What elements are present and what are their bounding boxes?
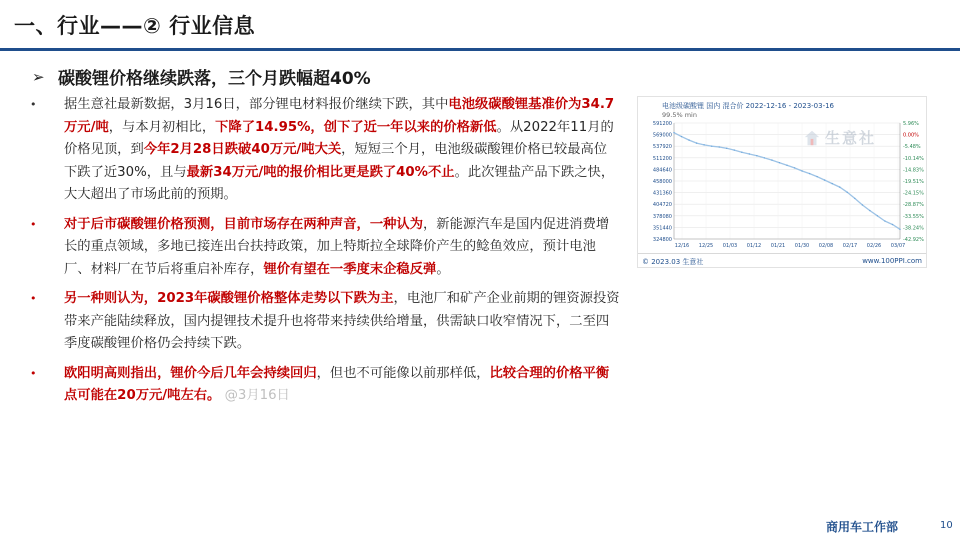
data-point bbox=[741, 152, 742, 153]
data-point bbox=[877, 215, 878, 216]
data-point bbox=[892, 224, 893, 225]
chart-site: www.100PPI.com bbox=[862, 257, 922, 265]
bullet-item bbox=[30, 214, 620, 282]
data-point bbox=[801, 170, 802, 171]
x-tick-label: 01/12 bbox=[746, 243, 762, 249]
highlight-text: 欧阳明高则指出，锂价今后几年会持续回归 bbox=[64, 365, 317, 381]
x-tick-label: 03/07 bbox=[890, 243, 906, 249]
y-tick-label: 591200 bbox=[652, 121, 672, 127]
highlight-text: 最新34万元/吨的报价相比更是跌了40%不止 bbox=[186, 164, 455, 180]
data-point bbox=[711, 145, 712, 146]
chart-footer-divider bbox=[638, 253, 926, 254]
data-point bbox=[688, 139, 689, 140]
data-point bbox=[854, 198, 855, 199]
subhead-text: 碳酸锂价格继续跌落，三个月跌幅超40% bbox=[58, 69, 371, 89]
page-title: 一、行业——② 行业信息 bbox=[14, 14, 256, 38]
highlight-text: 另一种则认为，2023年碳酸锂价格整体走势以下跌为主 bbox=[64, 291, 394, 306]
y-tick-label: 351440 bbox=[652, 225, 672, 232]
data-point bbox=[809, 173, 810, 174]
date-note: @3月16日 bbox=[220, 388, 290, 403]
chart-subtitle: 99.5% min bbox=[662, 111, 697, 119]
x-tick-label: 02/17 bbox=[842, 243, 858, 249]
data-point bbox=[696, 142, 697, 143]
x-tick-label: 12/16 bbox=[674, 243, 690, 249]
body-text: ，但也不可能像以前那样低， bbox=[316, 365, 490, 381]
data-point bbox=[869, 210, 870, 211]
body-text: ，新能源汽车是国内促进消费增长的重点领域，多地已接连出台扶持政策，加上特斯拉全球降价产生的鲶鱼效应，预计电池厂、材料厂在节后将重启补库存， bbox=[64, 216, 610, 277]
data-point bbox=[779, 162, 780, 163]
data-point bbox=[786, 165, 787, 166]
y-tick-label: 404720 bbox=[652, 202, 672, 209]
body-text: 据生意社最新数据，3月16日，部分锂电材料报价继续下跌，其中 bbox=[64, 97, 449, 112]
watermark bbox=[803, 127, 876, 148]
y-right-tick-label: -38.24% bbox=[903, 225, 924, 232]
header-band bbox=[0, 0, 960, 48]
y-right-tick-label: -24.15% bbox=[903, 190, 924, 197]
data-point bbox=[847, 192, 848, 193]
y-tick-label: 458000 bbox=[652, 179, 672, 185]
data-point bbox=[734, 149, 735, 150]
bullet-dot-icon: • bbox=[30, 217, 37, 231]
y-tick-label: 484640 bbox=[652, 167, 672, 174]
bullet-dot-icon: • bbox=[30, 98, 37, 111]
data-point bbox=[673, 132, 674, 133]
watermark-text: 生意社 bbox=[825, 129, 877, 147]
x-tick-label: 02/26 bbox=[866, 243, 882, 249]
header-divider bbox=[0, 48, 960, 51]
data-point bbox=[764, 157, 765, 158]
highlight-text: 锂价有望在一季度末企稳反弹 bbox=[263, 261, 437, 277]
chart-source: © 2023.03 生意社 bbox=[642, 258, 704, 266]
highlight-text: 比较合理的价格平衡点可能在20万元/吨左右。 bbox=[64, 365, 610, 403]
y-right-tick-label: -28.87% bbox=[903, 202, 924, 209]
x-tick-label: 12/25 bbox=[698, 243, 714, 249]
page-number: 10 bbox=[940, 520, 953, 531]
bullet-dot-icon: • bbox=[30, 366, 37, 380]
body-text: 。 bbox=[436, 261, 450, 277]
bullet-list bbox=[30, 94, 620, 415]
house-logo-icon bbox=[803, 129, 821, 147]
chart-title: 电池级碳酸锂 国内 混合价 2022-12-16 - 2023-03-16 bbox=[662, 102, 835, 110]
bullet-item bbox=[30, 288, 620, 356]
data-point bbox=[703, 144, 704, 145]
body-text: ，电池厂和矿产企业前期的锂资源投资带来产能陆续释放，国内提锂技术提升也将带来持续供给增量，供需缺口收窄情况下，二至四季度碳酸锂价格仍会持续下跌。 bbox=[64, 291, 620, 351]
body-text: ，短短三个月，电池级碳酸锂价格已较最高位下跌了近30%，且与 bbox=[64, 142, 608, 180]
chart-plot bbox=[638, 97, 926, 267]
x-tick-label: 01/03 bbox=[722, 243, 738, 249]
data-point bbox=[681, 136, 682, 137]
bullet-item bbox=[30, 363, 620, 408]
highlight-text: 对于后市碳酸锂价格预测，目前市场存在两种声音，一种认为 bbox=[64, 216, 424, 232]
y-tick-label: 537920 bbox=[652, 144, 672, 151]
data-point bbox=[756, 155, 757, 156]
y-tick-label: 569000 bbox=[652, 132, 672, 139]
y-tick-label: 431360 bbox=[652, 190, 672, 197]
y-right-tick-label: 0.00% bbox=[903, 132, 919, 139]
data-point bbox=[719, 146, 720, 147]
highlight-text: 今年2月28日跌破40万元/吨大关 bbox=[143, 142, 342, 157]
price-chart bbox=[637, 96, 927, 268]
data-point bbox=[862, 204, 863, 205]
y-right-tick-label: -42.92% bbox=[903, 237, 924, 243]
arrow-bullet-icon: ➢ bbox=[32, 67, 45, 86]
body-text: 。此次锂盐产品下跌之快，大大超出了市场此前的预期。 bbox=[64, 164, 615, 202]
x-tick-label: 01/21 bbox=[770, 243, 786, 249]
data-point bbox=[884, 220, 885, 221]
body-text: 。从2022年11月的价格见顶，到 bbox=[64, 119, 614, 157]
footer-department: 商用车工作部 bbox=[826, 520, 899, 534]
data-point bbox=[771, 159, 772, 160]
y-right-tick-label: -33.55% bbox=[903, 213, 924, 220]
highlight-text: 电池级碳酸锂基准价为34.7万元/吨 bbox=[64, 97, 615, 135]
y-tick-label: 378080 bbox=[652, 213, 672, 220]
bullet-item bbox=[30, 94, 620, 207]
highlight-text: 下降了14.95%，创下了近一年以来的价格新低 bbox=[215, 119, 497, 135]
bullet-dot-icon: • bbox=[30, 292, 37, 305]
y-tick-label: 511200 bbox=[652, 155, 672, 162]
data-point bbox=[816, 176, 817, 177]
y-right-tick-label: 5.96% bbox=[903, 121, 919, 127]
x-tick-label: 02/08 bbox=[818, 243, 834, 249]
section-subhead bbox=[32, 64, 371, 89]
data-point bbox=[794, 167, 795, 168]
data-point bbox=[839, 186, 840, 187]
y-right-tick-label: -19.51% bbox=[903, 179, 924, 185]
y-tick-label: 324800 bbox=[652, 237, 672, 243]
body-text: ，与本月初相比， bbox=[108, 119, 216, 135]
data-point bbox=[749, 153, 750, 154]
data-point bbox=[726, 148, 727, 149]
data-point bbox=[899, 229, 900, 230]
data-point bbox=[824, 179, 825, 180]
x-tick-label: 01/30 bbox=[794, 243, 810, 249]
data-point bbox=[832, 183, 833, 184]
y-right-tick-label: -10.14% bbox=[903, 155, 924, 162]
y-right-tick-label: -5.48% bbox=[903, 144, 921, 151]
y-right-tick-label: -14.83% bbox=[903, 167, 924, 174]
